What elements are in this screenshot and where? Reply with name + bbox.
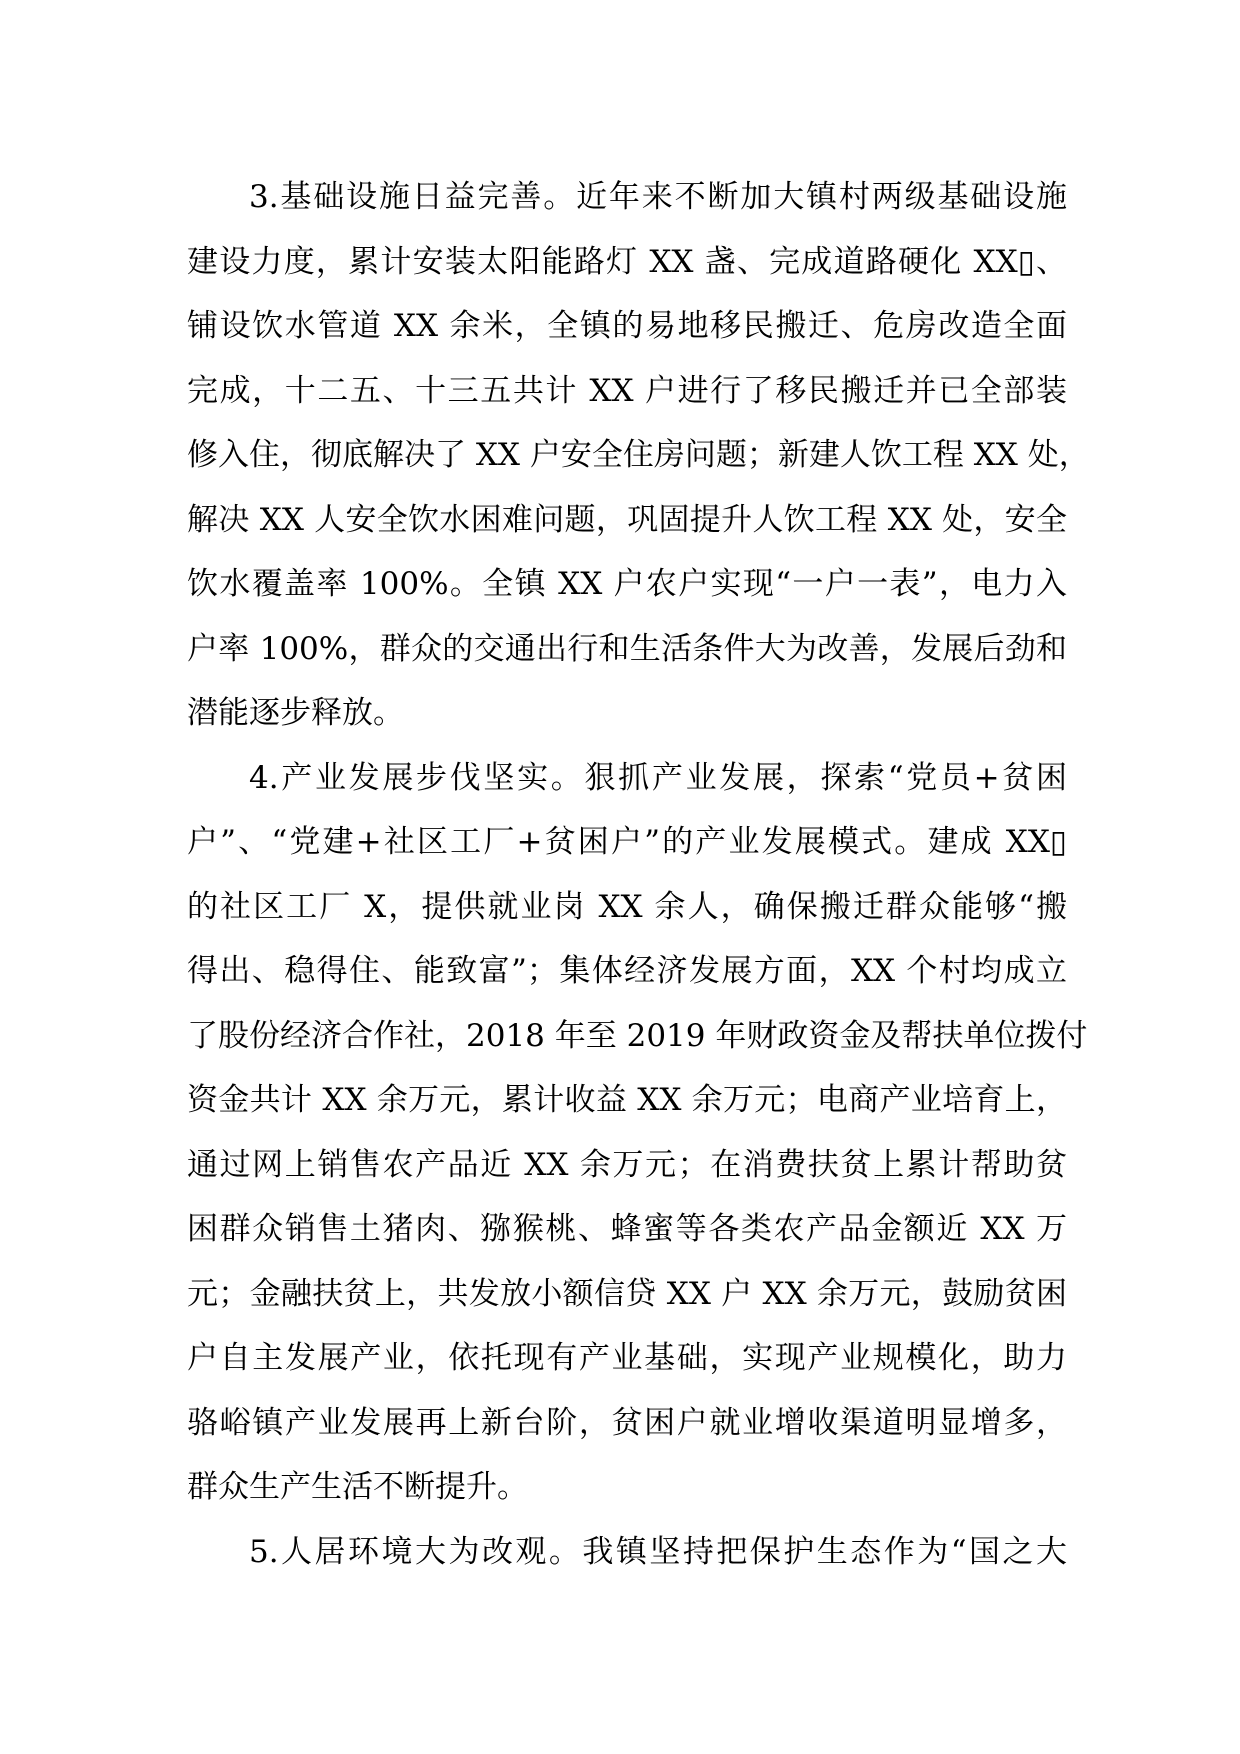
text-line: 建设力度，累计安装太阳能路灯 XX 盏、完成道路硬化 XX▯、 <box>187 243 1067 280</box>
paragraph-infrastructure <box>187 165 1090 746</box>
paragraph-environment <box>187 1520 1067 1585</box>
paragraph-industry <box>187 746 1088 1520</box>
text-line: 4.产业发展步伐坚实。狠抓产业发展，探索“党员+贫困 <box>249 759 1067 796</box>
text-line: 困群众销售土猪肉、猕猴桃、蜂蜜等各类农产品金额近 XX 万 <box>187 1211 1067 1247</box>
text-line: 修入住，彻底解决了 XX 户安全住房问题；新建人饮工程 XX 处， <box>187 437 1090 473</box>
text-line: 潜能逐步释放。 <box>187 695 404 731</box>
text-line: 铺设饮水管道 XX 余米，全镇的易地移民搬迁、危房改造全面 <box>187 308 1067 344</box>
text-line: 饮水覆盖率 100%。全镇 XX 户农户实现“一户一表”，电力入 <box>187 566 1067 602</box>
text-line: 的社区工厂 X，提供就业岗 XX 余人，确保搬迁群众能够“搬 <box>187 888 1067 925</box>
document-body <box>187 165 1090 1584</box>
text-line: 户自主发展产业，依托现有产业基础，实现产业规模化，助力 <box>187 1340 1067 1376</box>
text-line: 户”、“党建+社区工厂+贫困户”的产业发展模式。建成 XX▯ <box>187 824 1067 860</box>
text-line: 完成，十二五、十三五共计 XX 户进行了移民搬迁并已全部装 <box>187 372 1067 409</box>
text-line: 得出、稳得住、能致富”；集体经济发展方面，XX 个村均成立 <box>187 953 1067 989</box>
text-line: 骆峪镇产业发展再上新台阶，贫困户就业增收渠道明显增多， <box>187 1404 1067 1441</box>
text-line: 元；金融扶贫上，共发放小额信贷 XX 户 XX 余万元，鼓励贫困 <box>187 1275 1067 1312</box>
text-line: 资金共计 XX 余万元，累计收益 XX 余万元；电商产业培育上， <box>187 1082 1067 1118</box>
text-line: 3.基础设施日益完善。近年来不断加大镇村两级基础设施 <box>249 179 1067 215</box>
text-line: 解决 XX 人安全饮水困难问题，巩固提升人饮工程 XX 处，安全 <box>187 501 1067 538</box>
text-line: 户率 100%，群众的交通出行和生活条件大为改善，发展后劲和 <box>187 630 1067 667</box>
text-line: 了股份经济合作社，2018 年至 2019 年财政资金及帮扶单位拨付 <box>187 1017 1088 1054</box>
text-line: 5.人居环境大为改观。我镇坚持把保护生态作为“国之大 <box>249 1533 1067 1570</box>
text-line: 群众生产生活不断提升。 <box>187 1469 528 1505</box>
text-line: 通过网上销售农产品近 XX 余万元；在消费扶贫上累计帮助贫 <box>187 1146 1067 1183</box>
